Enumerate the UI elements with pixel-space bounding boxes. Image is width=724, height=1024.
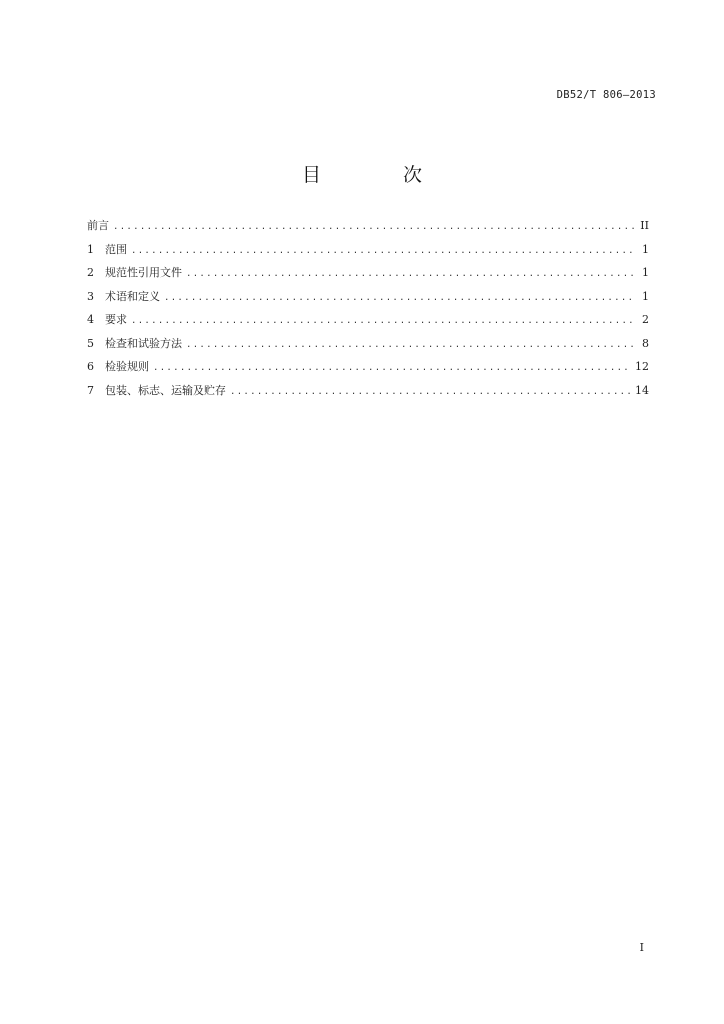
toc-entry-page: 2 [642, 313, 649, 326]
toc-entry-packaging-storage[interactable] [87, 382, 649, 406]
toc-entry-scope[interactable] [87, 241, 649, 265]
toc-entry-number: 2 [87, 266, 94, 279]
toc-entry-foreword[interactable] [87, 217, 649, 241]
toc-entry-label: 检查和试验方法 [105, 336, 182, 350]
toc-entry-label: 包装、标志、运输及贮存 [105, 383, 226, 397]
toc-entry-page: 14 [635, 383, 649, 397]
toc-dot-leader [230, 387, 631, 397]
toc-title: 目 次 [301, 164, 461, 186]
toc-entry-terms-definitions[interactable] [87, 288, 649, 312]
toc-entry-normative-references[interactable] [87, 264, 649, 288]
toc-dot-leader [186, 340, 635, 350]
toc-list [87, 217, 649, 405]
toc-entry-label: 规范性引用文件 [105, 266, 182, 279]
toc-entry-number: 7 [87, 383, 94, 397]
toc-entry-page: II [640, 219, 649, 232]
toc-entry-number: 4 [87, 313, 94, 326]
toc-dot-leader [186, 269, 635, 279]
page-number: I [639, 941, 644, 954]
toc-entry-label: 检验规则 [105, 360, 149, 373]
toc-entry-page: 8 [642, 336, 649, 350]
toc-entry-label: 范围 [105, 242, 127, 256]
toc-entry-page: 1 [642, 266, 649, 279]
toc-entry-label: 要求 [105, 313, 127, 326]
toc-entry-inspection-rules[interactable] [87, 358, 649, 382]
toc-dot-leader [113, 222, 635, 232]
toc-dot-leader [131, 316, 635, 326]
toc-entry-requirements[interactable] [87, 311, 649, 335]
toc-entry-number: 3 [87, 289, 94, 303]
toc-entry-page: 1 [642, 242, 649, 256]
toc-dot-leader [164, 293, 635, 303]
document-code: DB52/T 806—2013 [556, 89, 656, 101]
toc-entry-number: 5 [87, 336, 94, 350]
toc-entry-label: 术语和定义 [105, 289, 160, 303]
toc-entry-number: 6 [87, 360, 94, 373]
toc-entry-number: 1 [87, 242, 94, 256]
toc-dot-leader [131, 246, 635, 256]
toc-entry-label: 前言 [87, 219, 109, 232]
toc-entry-test-methods[interactable] [87, 335, 649, 359]
toc-dot-leader [153, 363, 631, 373]
toc-entry-page: 1 [642, 289, 649, 303]
toc-entry-page: 12 [635, 360, 649, 373]
